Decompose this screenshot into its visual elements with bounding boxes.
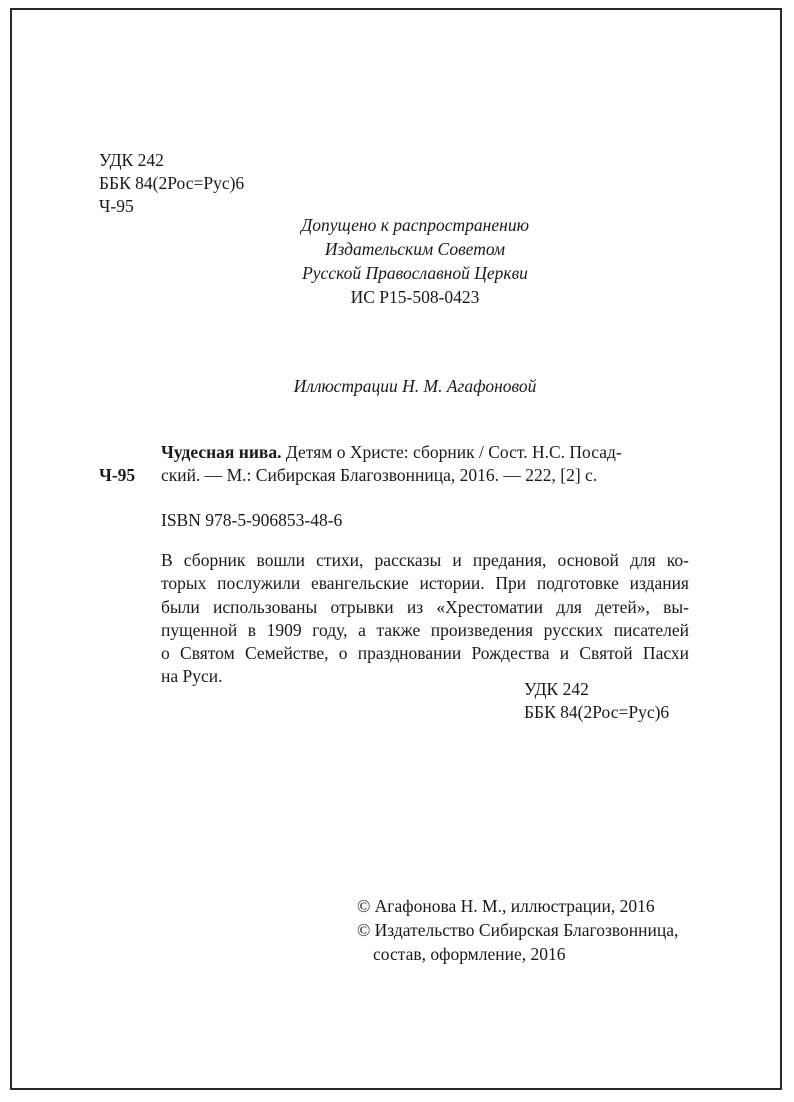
abstract-line: В сборник вошли стихи, рассказы и предания, основой для ко-: [161, 550, 689, 570]
approval-notice: [150, 213, 680, 309]
abstract-line: на Руси.: [161, 666, 223, 687]
copyright-line-1: © Агафонова Н. М., иллюстрации, 2016: [357, 896, 655, 916]
approval-line-3: Русской Православной Церкви: [302, 263, 528, 283]
bibliographic-record: [161, 441, 689, 487]
bbk-code: ББК 84(2Рос=Рус)6: [99, 173, 245, 193]
book-title: Чудесная нива.: [161, 442, 282, 462]
approval-line-2: Издательским Советом: [324, 239, 506, 259]
biblio-line-1: [161, 441, 689, 464]
copyright-line-2: © Издательство Сибирская Благозвонница,: [357, 920, 679, 940]
classification-codes: [99, 149, 244, 218]
abstract-line: торых послужили евангельские истории. При подготовке издания: [161, 573, 689, 594]
illustrator-credit: Иллюстрации Н. М. Агафоновой: [293, 376, 537, 396]
biblio-line-1-rest: Детям о Христе: сборник / Сост. Н.С. Посад-: [281, 442, 622, 462]
abstract-line: пущенной в 1909 году, а также произведения русских писателей: [161, 619, 689, 640]
abstract-line: о Святом Семействе, о праздновании Рождества и Святой Пасхи: [161, 643, 689, 664]
classification-codes-bottom: [524, 678, 669, 724]
copyright-notice: [357, 894, 678, 966]
author-mark: Ч-95: [99, 196, 134, 216]
approval-number: ИС Р15-508-0423: [350, 287, 480, 307]
author-mark-side: Ч-95: [99, 465, 136, 485]
udk-code-bottom: УДК 242: [524, 679, 589, 699]
isbn: ISBN 978-5-906853-48-6: [161, 510, 343, 530]
udk-code: УДК 242: [99, 150, 164, 170]
abstract: [161, 549, 689, 689]
approval-line-1: Допущено к распространению: [301, 215, 529, 235]
bbk-code-bottom: ББК 84(2Рос=Рус)6: [524, 702, 670, 722]
biblio-line-2: ский. — М.: Сибирская Благозвонница, 2016. — 222, [2] с.: [161, 465, 598, 485]
abstract-line: были использованы отрывки из «Хрестоматии для детей», вы-: [161, 596, 689, 617]
copyright-line-3: состав, оформление, 2016: [373, 944, 566, 964]
